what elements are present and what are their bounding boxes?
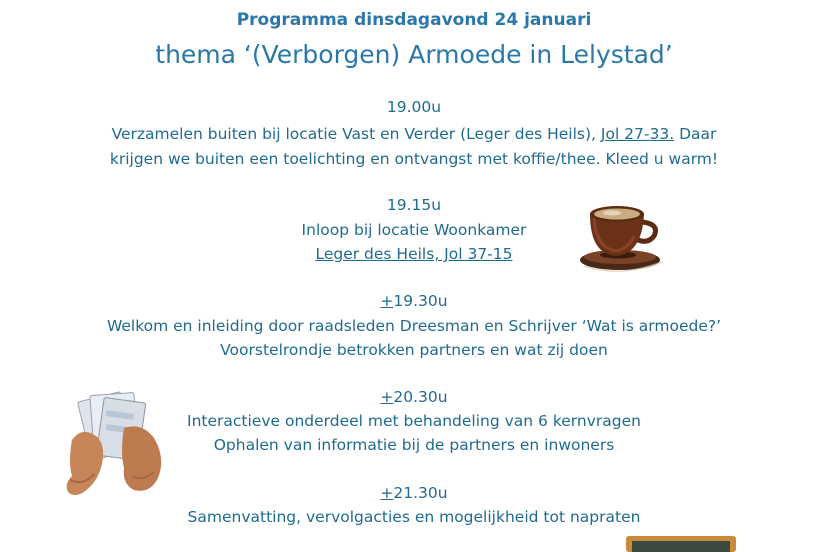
item-2030-line2: Ophalen van informatie bij de partners en inwoners: [213, 436, 615, 454]
approx-sign: +: [380, 292, 394, 310]
time-1900: 19.00u: [386, 98, 442, 116]
time-1930: +19.30u: [380, 292, 448, 310]
time-1915: 19.15u: [386, 196, 442, 214]
address-link-jol-27-33[interactable]: Jol 27-33.: [600, 125, 675, 143]
approx-sign: +: [380, 484, 394, 502]
item-1900-text-b: Daar: [674, 125, 717, 143]
item-1930-line1: Welkom en inleiding door raadsleden Dreesman en Schrijver ‘Wat is armoede?’: [106, 317, 722, 335]
item-1900-line2: krijgen we buiten een toelichting en ontvangst met koffie/thee. Kleed u warm!: [109, 150, 719, 168]
time-2030: +20.30u: [380, 388, 448, 406]
address-link-jol-37-15[interactable]: Leger des Heils, Jol 37-15: [315, 245, 513, 263]
chalkboard-icon: [626, 536, 736, 552]
program-title: thema ‘(Verborgen) Armoede in Lelystad’: [155, 40, 673, 69]
coffee-cup-icon: [576, 196, 668, 278]
program-subtitle: Programma dinsdagavond 24 januari: [236, 10, 592, 30]
item-1915-line1: Inloop bij locatie Woonkamer: [301, 221, 527, 239]
item-1900-line1: [0, 125, 828, 143]
item-2130-line1: Samenvatting, vervolgacties en mogelijkheid tot napraten: [187, 508, 641, 526]
item-1915-line2: [0, 245, 828, 263]
item-1900-text-a: Verzamelen buiten bij locatie Vast en Verder (Leger des Heils),: [111, 125, 601, 143]
item-1930-line2: Voorstelrondje betrokken partners en wat zij doen: [220, 341, 608, 359]
time-2130: +21.30u: [380, 484, 448, 502]
money-hands-icon: [62, 386, 172, 502]
approx-sign: +: [380, 388, 394, 406]
item-2030-line1: Interactieve onderdeel met behandeling van 6 kernvragen: [187, 412, 641, 430]
